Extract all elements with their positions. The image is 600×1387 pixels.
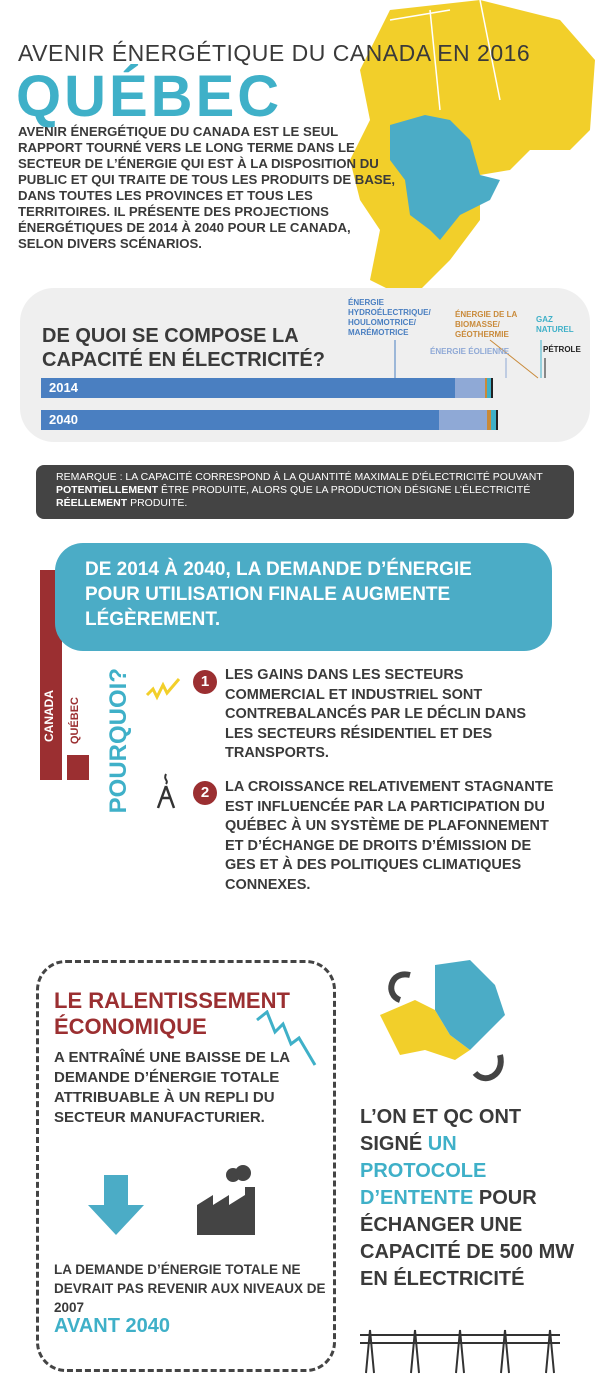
quebec-label: QUÉBEC [69,697,81,745]
legend-hydro: ÉNERGIE HYDROÉLECTRIQUE/ HOULOMOTRICE/ MARÉMOTRICE [348,298,431,337]
province-title: QUÉBEC [16,64,283,129]
reason-text: LES GAINS DANS LES SECTEURS COMMERCIAL ET INDUSTRIEL SONT CONTREBALANCÉS PAR LE DÉCLIN DANS LES SECTEURS RÉSIDENTIEL ET DES TRANSPORTS. [225,667,527,761]
on-qc-map [380,955,520,1085]
agreement-text [360,1104,585,1293]
slowdown-text: A ENTRAÎNÉ UNE BAISSE DE LA DEMANDE D’ÉNERGIE TOTALE ATTRIBUABLE À UN REPLI DU SECTEUR MANUFACTURIER. [54,1049,290,1126]
legend-gas: GAZ NATUREL [536,315,574,334]
bar-segment [455,378,485,398]
oil-rig-icon [155,772,177,810]
legend-oil: PÉTROLE [543,345,581,354]
factory-icon [195,1165,260,1235]
agreement-part: L’ON ET QC ONT SIGNÉ [360,1106,522,1155]
note-text: ÊTRE PRODUITE, ALORS QUE LA PRODUCTION DÉSIGNE L’ÉLECTRICITÉ [158,484,531,496]
demand-headline: DE 2014 À 2040, LA DEMANDE D’ÉNERGIE POUR UTILISATION FINALE AUGMENTE LÉGÈREMENT. [55,543,552,651]
agreement-part: POUR ÉCHANGER UNE CAPACITÉ DE 500 MW EN ÉLECTRICITÉ [360,1187,575,1290]
bar-2040 [41,410,498,430]
bar-segment [41,410,439,430]
canada-label: CANADA [42,690,56,742]
bar-segment [496,410,498,430]
capacity-title: DE QUOI SE COMPOSE LA CAPACITÉ EN ÉLECTRICITÉ? [42,325,325,371]
down-arrow-icon [86,1175,146,1237]
quebec-bar [67,755,89,780]
note-bold: POTENTIELLEMENT [56,484,159,496]
bottom-emphasis: AVANT 2040 [54,1315,170,1337]
legend-wind: ÉNERGIE ÉOLIENNE [430,347,510,356]
power-lines-icon [360,1325,560,1375]
note-box [36,465,574,519]
zigzag-icon [145,675,181,705]
reason-number: 2 [193,781,217,805]
bar-segment [41,378,455,398]
agreement-emphasis: UN PROTOCOLE D’ENTENTE [360,1133,487,1209]
bottom-text [54,1260,334,1337]
legend-pointers [380,338,560,380]
infographic-title: AVENIR ÉNERGÉTIQUE DU CANADA EN 2016 [18,40,531,66]
bar-segment [439,410,487,430]
bar-year-label: 2040 [49,412,78,427]
why-label: POURQUOI? [105,668,132,814]
note-text: PRODUITE. [127,497,188,509]
reason-number: 1 [193,670,217,694]
bar-2014 [41,378,493,398]
bar-segment [491,378,493,398]
legend-biomass: ÉNERGIE DE LA BIOMASSE/ GÉOTHERMIE [455,310,517,339]
slowdown-title: LE RALENTISSEMENT ÉCONOMIQUE [54,988,290,1039]
note-text: REMARQUE : LA CAPACITÉ CORRESPOND À LA QUANTITÉ MAXIMALE D’ÉLECTRICITÉ POUVANT [56,471,543,483]
reason-text: LA CROISSANCE RELATIVEMENT STAGNANTE EST INFLUENCÉE PAR LA PARTICIPATION DU QUÉBEC À UN SYSTÈME DE PLAFONNEMENT ET D’ÉCHANGE DE DROITS D’ÉMISSION DE GES ET À DES POLITIQUES CLIMATIQUES CONNEXES. [225,779,554,893]
bottom-statement: LA DEMANDE D’ÉNERGIE TOTALE NE DEVRAIT PAS REVENIR AUX NIVEAUX DE 2007 [54,1262,326,1315]
note-bold: RÉELLEMENT [56,497,128,509]
intro-text: AVENIR ÉNERGÉTIQUE DU CANADA EST LE SEUL RAPPORT TOURNÉ VERS LE LONG TERME DANS LE SECTEUR DE L’ÉNERGIE QUI EST À LA DISPOSITION DU PUBLIC ET QUI TRAITE DE TOUS LES PRODUITS DE BASE, DANS TOUTES LES PROVINCES ET TOUS LES TERRITOIRES. IL PRÉSENTE DES PROJECTIONS ÉNERGÉTIQUES DE 2014 À 2040 POUR LE CANADA, SELON DIVERS SCÉNARIOS. [18,124,396,251]
bar-year-label: 2014 [49,380,78,395]
